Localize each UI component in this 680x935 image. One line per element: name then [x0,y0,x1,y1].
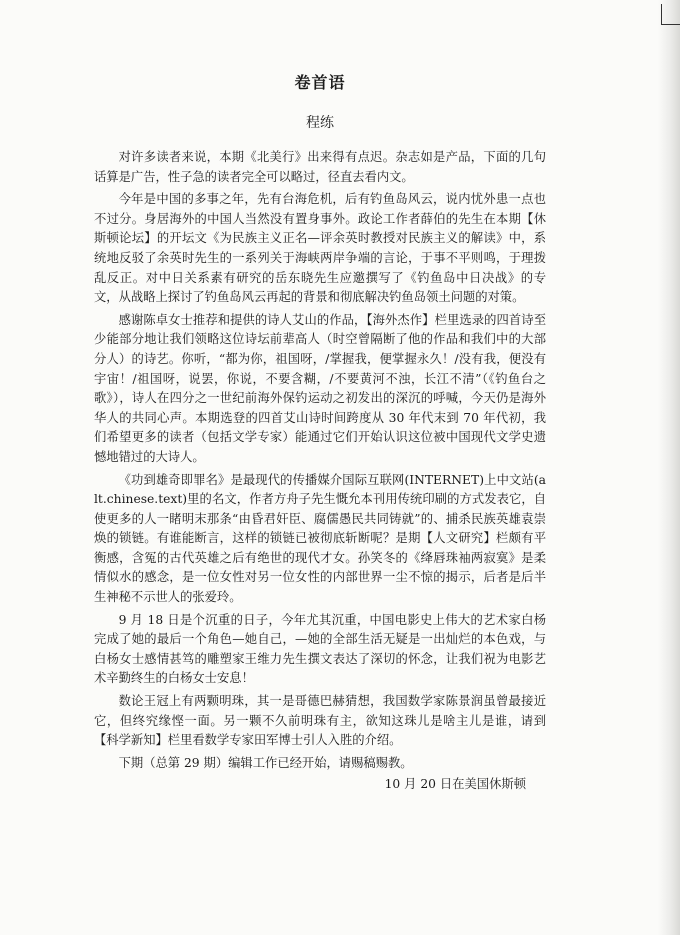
paragraph: 感谢陈卓女士推荐和提供的诗人艾山的作品，【海外杰作】栏里选录的四首诗至少能部分地让我们领略这位诗坛前辈高人（时空曾隔断了他的作品和我们中的大部分人）的诗艺。你听，“都为你，祖国呀，/掌握我，便掌握永久！/没有我，便没有宇宙！/祖国呀，说罢，你说，不要含糊，/不要黄河不浊，长江不清”（《钓鱼台之歌》），诗人在四分之一世纪前海外保钓运动之初发出的深沉的呼喊，今天仍是海外华人的共同心声。本期选登的四首艾山诗时间跨度从 30 年代末到 70 年代初，我们希望更多的读者（包括文学专家）能通过它们开始认识这位被中国现代文学史遗憾地错过的大诗人。 [94,312,546,464]
document-title: 卷首语 [294,73,346,92]
paragraph: 今年是中国的多事之年，先有台海危机，后有钓鱼岛风云，说内忧外患一点也不过分。身居海外的中国人当然没有置身事外。政论工作者薛伯的先生在本期【休斯顿论坛】的开坛文《为民族主义正名—评余英时教授对民族主义的解读》中，系统地反驳了余英时先生的一系列关于海峡两岸争端的言论，于事不平则鸣，于理拨乱反正。对中日关系素有研究的岳东晓先生应邀撰写了《钓鱼岛中日决战》的专文，从战略上探讨了钓鱼岛风云再起的背景和彻底解决钓鱼岛领土问题的对策。 [94,192,546,305]
page-edge [658,0,680,935]
signature: 10 月 20 日在美国休斯顿 [384,777,526,792]
corner-mark [661,4,680,25]
document-page [94,70,546,795]
paragraph: 9 月 18 日是个沉重的日子，今年尤其沉重，中国电影史上伟大的艺术家白杨完成了她的最后一个角色—她自己，—她的全部生活无疑是一出灿烂的本色戏，与白杨女士感情甚笃的雕塑家王维力先生撰文表达了深切的怀念，让我们祝为电影艺术辛勤终生的白杨女士安息！ [94,612,546,686]
paragraph: 《功到雄奇即罪名》是最现代的传播媒介国际互联网(INTERNET)上中文站(alt.chinese.text)里的名文，作者方舟子先生慨允本刊用传统印刷的方式发表它，自使更多的人一睹明末那条“由昏君奸臣、腐儒愚民共同铸就”的、捕杀民族英雄袁崇焕的锁链。有谁能断言，这样的锁链已被彻底斩断呢？是期【人文研究】栏颇有平衡感，含冤的古代英雄之后有绝世的现代才女。孙笑冬的《绛唇珠袖两寂寞》是柔情似水的感念，是一位女性对另一位女性的内部世界一尘不惊的揭示，后者是后半生神秘不示世人的张爱玲。 [94,472,546,605]
paragraph: 数论王冠上有两颗明珠，其一是哥德巴赫猜想，我国数学家陈景润虽曾最接近它，但终究缘悭一面。另一颗不久前明珠有主，欲知这珠儿是啥主儿是谁，请到【科学新知】栏里看数学专家田军博士引人入胜的介绍。 [94,694,546,748]
paragraph: 下期（总第 29 期）编辑工作已经开始，请赐稿赐教。 [118,755,413,770]
document-author: 程练 [306,115,334,131]
paragraph: 对许多读者来说，本期《北美行》出来得有点迟。杂志如是产品，下面的几句话算是广告，性子急的读者完全可以略过，径直去看内文。 [94,150,546,184]
